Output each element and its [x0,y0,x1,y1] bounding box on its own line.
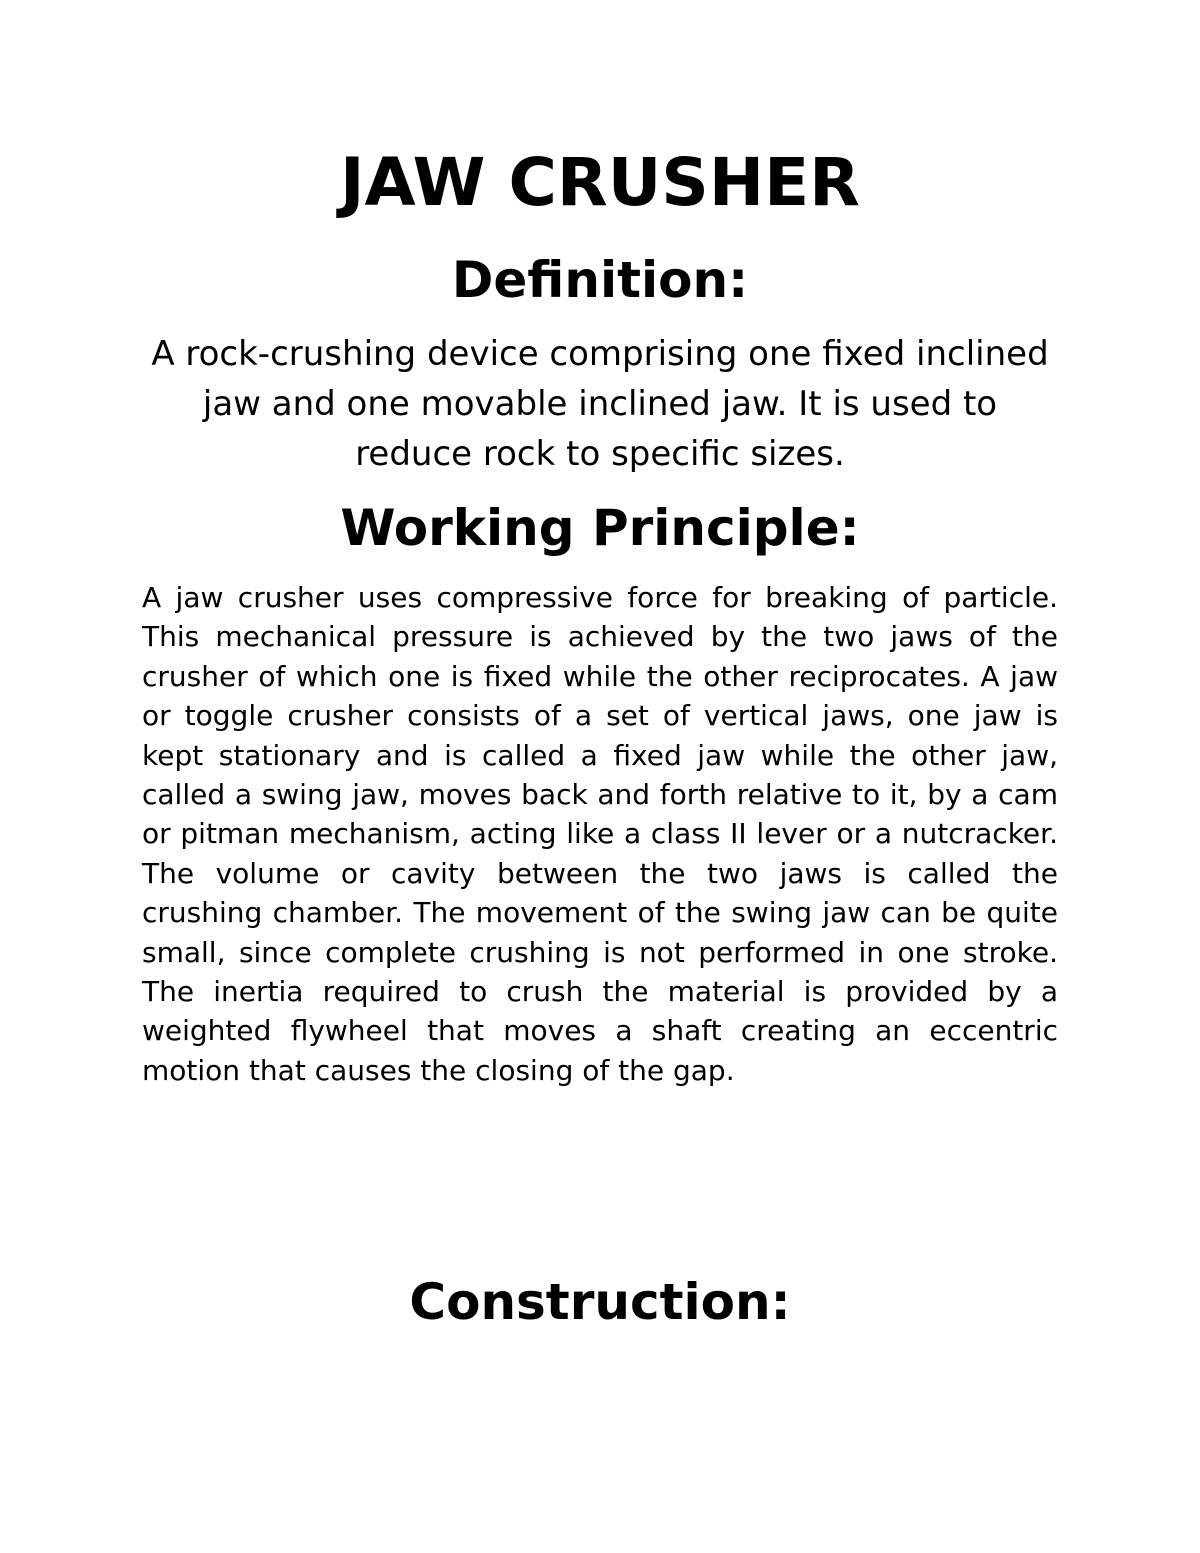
working-principle-heading: Working Principle: [340,499,860,557]
definition-text: A rock-crushing device comprising one fixed inclined jaw and one movable inclined jaw. It is used to reduce rock to specific sizes. [151,334,1049,474]
working-principle-text: A jaw crusher uses compressive force for breaking of particle. This mechanical pressure is achieved by the two jaws of the crusher of which one is fixed while the other reciprocates. A jaw or toggle crusher consists of a set of vertical jaws, one jaw is kept stationary and is called a fixed jaw while the other jaw, called a swing jaw, moves back and forth relative to it, by a cam or pitman mechanism, acting like a class II lever or a nutcracker. The volume or cavity between the two jaws is called the crushing chamber. The movement of the swing jaw can be quite small, since complete crushing is not performed in one stroke. The inertia required to crush the material is provided by a weighted flywheel that moves a shaft creating an eccentric motion that causes the closing of the gap. [142,581,1058,1087]
document-title: JAW CRUSHER [340,144,860,221]
definition-heading: Definition: [451,251,749,309]
construction-heading: Construction: [409,1273,791,1331]
